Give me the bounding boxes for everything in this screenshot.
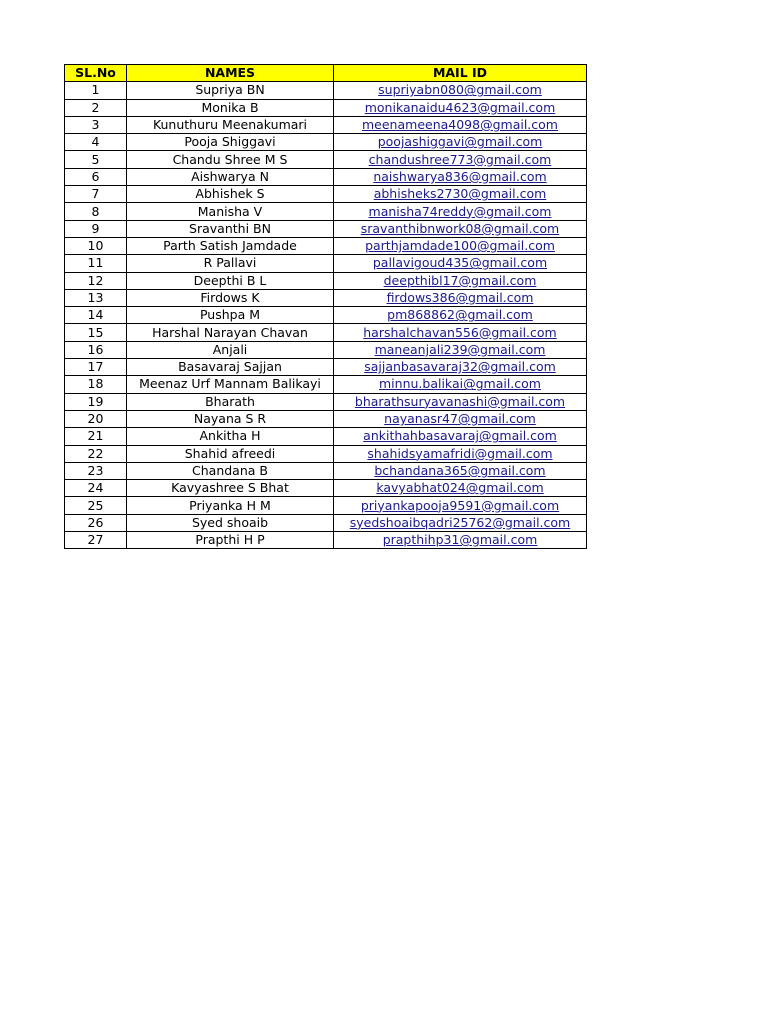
table-row [65, 289, 587, 306]
cell-mail [334, 341, 587, 358]
cell-name: Parth Satish Jamdade [127, 237, 334, 254]
email-link[interactable]: deepthibl17@gmail.com [383, 272, 537, 288]
header-names: NAMES [127, 65, 334, 82]
cell-mail [334, 289, 587, 306]
cell-name: Basavaraj Sajjan [127, 359, 334, 376]
cell-name: R Pallavi [127, 255, 334, 272]
cell-name: Shahid afreedi [127, 445, 334, 462]
table-row [65, 393, 587, 410]
table-row [65, 324, 587, 341]
email-link[interactable]: firdows386@gmail.com [386, 290, 534, 305]
email-link[interactable]: sajjanbasavaraj32@gmail.com [364, 359, 556, 375]
email-link[interactable]: minnu.balikai@gmail.com [379, 376, 541, 392]
cell-name: Meenaz Urf Mannam Balikayi [127, 376, 334, 393]
cell-sl-no: 6 [65, 168, 127, 185]
table-row [65, 462, 587, 479]
cell-name: Ankitha H [127, 428, 334, 445]
email-link[interactable]: ankithahbasavaraj@gmail.com [363, 428, 557, 444]
cell-sl-no: 18 [65, 376, 127, 393]
cell-mail [334, 203, 587, 220]
email-link[interactable]: bharathsuryavanashi@gmail.com [354, 393, 566, 409]
cell-mail [334, 116, 587, 133]
cell-mail [334, 272, 587, 289]
cell-name: Deepthi B L [127, 272, 334, 289]
cell-sl-no: 2 [65, 99, 127, 116]
table-body [65, 82, 587, 549]
cell-sl-no: 15 [65, 324, 127, 341]
cell-mail [334, 324, 587, 341]
cell-sl-no: 19 [65, 393, 127, 410]
contact-table [64, 64, 587, 549]
table-row [65, 220, 587, 237]
header-mail-id: MAIL ID [334, 65, 587, 82]
cell-mail [334, 220, 587, 237]
table-row [65, 134, 587, 151]
cell-mail [334, 410, 587, 427]
cell-sl-no: 21 [65, 428, 127, 445]
cell-name: Nayana S R [127, 410, 334, 427]
header-sl-no: SL.No [65, 65, 127, 82]
cell-sl-no: 23 [65, 462, 127, 479]
cell-sl-no: 13 [65, 289, 127, 306]
cell-mail [334, 376, 587, 393]
table-row [65, 428, 587, 445]
table-row [65, 359, 587, 376]
email-link[interactable]: maneanjali239@gmail.com [374, 341, 546, 357]
cell-mail [334, 462, 587, 479]
email-link[interactable]: meenameena4098@gmail.com [362, 117, 558, 133]
cell-mail [334, 497, 587, 514]
cell-name: Kavyashree S Bhat [127, 480, 334, 497]
cell-mail [334, 237, 587, 254]
cell-sl-no: 5 [65, 151, 127, 168]
cell-name: Priyanka H M [127, 497, 334, 514]
table-row [65, 376, 587, 393]
cell-sl-no: 17 [65, 359, 127, 376]
table-header [65, 65, 587, 82]
cell-sl-no: 22 [65, 445, 127, 462]
email-link[interactable]: poojashiggavi@gmail.com [377, 134, 543, 150]
cell-name: Anjali [127, 341, 334, 358]
cell-name: Prapthi H P [127, 532, 334, 549]
email-link[interactable]: naishwarya836@gmail.com [373, 168, 547, 184]
email-link[interactable]: pm868862@gmail.com [387, 307, 533, 323]
cell-name: Firdows K [127, 289, 334, 306]
email-link[interactable]: syedshoaibqadri25762@gmail.com [349, 514, 571, 530]
email-link[interactable]: parthjamdade100@gmail.com [365, 238, 555, 254]
cell-sl-no: 8 [65, 203, 127, 220]
table-row [65, 255, 587, 272]
cell-mail [334, 359, 587, 376]
table-row [65, 514, 587, 531]
table-row [65, 203, 587, 220]
cell-sl-no: 14 [65, 307, 127, 324]
table-row [65, 341, 587, 358]
cell-name: Supriya BN [127, 82, 334, 99]
cell-name: Chandana B [127, 462, 334, 479]
email-link[interactable]: pallavigoud435@gmail.com [372, 255, 548, 271]
cell-name: Abhishek S [127, 186, 334, 203]
cell-sl-no: 16 [65, 341, 127, 358]
cell-mail [334, 134, 587, 151]
cell-name: Chandu Shree M S [127, 151, 334, 168]
cell-name: Pushpa M [127, 307, 334, 324]
cell-mail [334, 393, 587, 410]
table-row [65, 82, 587, 99]
email-link[interactable]: manisha74reddy@gmail.com [368, 203, 552, 219]
email-link[interactable]: harshalchavan556@gmail.com [363, 324, 557, 340]
table-row [65, 497, 587, 514]
email-link[interactable]: abhisheks2730@gmail.com [373, 186, 547, 202]
cell-name: Bharath [127, 393, 334, 410]
cell-mail [334, 532, 587, 549]
table-row [65, 307, 587, 324]
cell-sl-no: 20 [65, 410, 127, 427]
cell-name: Sravanthi BN [127, 220, 334, 237]
cell-name: Monika B [127, 99, 334, 116]
table-row [65, 186, 587, 203]
cell-sl-no: 26 [65, 514, 127, 531]
cell-sl-no: 11 [65, 255, 127, 272]
email-link[interactable]: bchandana365@gmail.com [374, 462, 546, 478]
table-row [65, 237, 587, 254]
cell-mail [334, 307, 587, 324]
cell-sl-no: 4 [65, 134, 127, 151]
table-row [65, 116, 587, 133]
cell-sl-no: 24 [65, 480, 127, 497]
cell-sl-no: 9 [65, 220, 127, 237]
cell-mail [334, 428, 587, 445]
table-row [65, 410, 587, 427]
email-link[interactable]: kavyabhat024@gmail.com [376, 480, 544, 496]
cell-sl-no: 7 [65, 186, 127, 203]
cell-sl-no: 1 [65, 82, 127, 99]
cell-name: Harshal Narayan Chavan [127, 324, 334, 341]
table-row [65, 151, 587, 168]
cell-name: Syed shoaib [127, 514, 334, 531]
cell-mail [334, 168, 587, 185]
email-link[interactable]: prapthihp31@gmail.com [382, 532, 538, 548]
email-link[interactable]: priyankapooja9591@gmail.com [360, 497, 560, 513]
cell-sl-no: 25 [65, 497, 127, 514]
header-row [65, 65, 587, 82]
cell-sl-no: 3 [65, 116, 127, 133]
cell-mail [334, 480, 587, 497]
cell-name: Pooja Shiggavi [127, 134, 334, 151]
cell-mail [334, 99, 587, 116]
table-row [65, 532, 587, 549]
email-link[interactable]: chandushree773@gmail.com [368, 151, 552, 167]
table-row [65, 480, 587, 497]
cell-mail [334, 82, 587, 99]
cell-name: Kunuthuru Meenakumari [127, 116, 334, 133]
email-link[interactable]: nayanasr47@gmail.com [384, 411, 536, 427]
cell-sl-no: 27 [65, 532, 127, 549]
email-link[interactable]: supriyabn080@gmail.com [378, 82, 542, 98]
cell-sl-no: 12 [65, 272, 127, 289]
table-row [65, 99, 587, 116]
cell-mail [334, 255, 587, 272]
email-link[interactable]: monikanaidu4623@gmail.com [364, 99, 556, 115]
table-row [65, 168, 587, 185]
cell-mail [334, 445, 587, 462]
cell-name: Manisha V [127, 203, 334, 220]
table-row [65, 445, 587, 462]
email-link[interactable]: shahidsyamafridi@gmail.com [367, 445, 553, 461]
cell-mail [334, 186, 587, 203]
cell-mail [334, 514, 587, 531]
cell-sl-no: 10 [65, 237, 127, 254]
table-row [65, 272, 587, 289]
email-link[interactable]: sravanthibnwork08@gmail.com [360, 220, 560, 236]
cell-mail [334, 151, 587, 168]
cell-name: Aishwarya N [127, 168, 334, 185]
